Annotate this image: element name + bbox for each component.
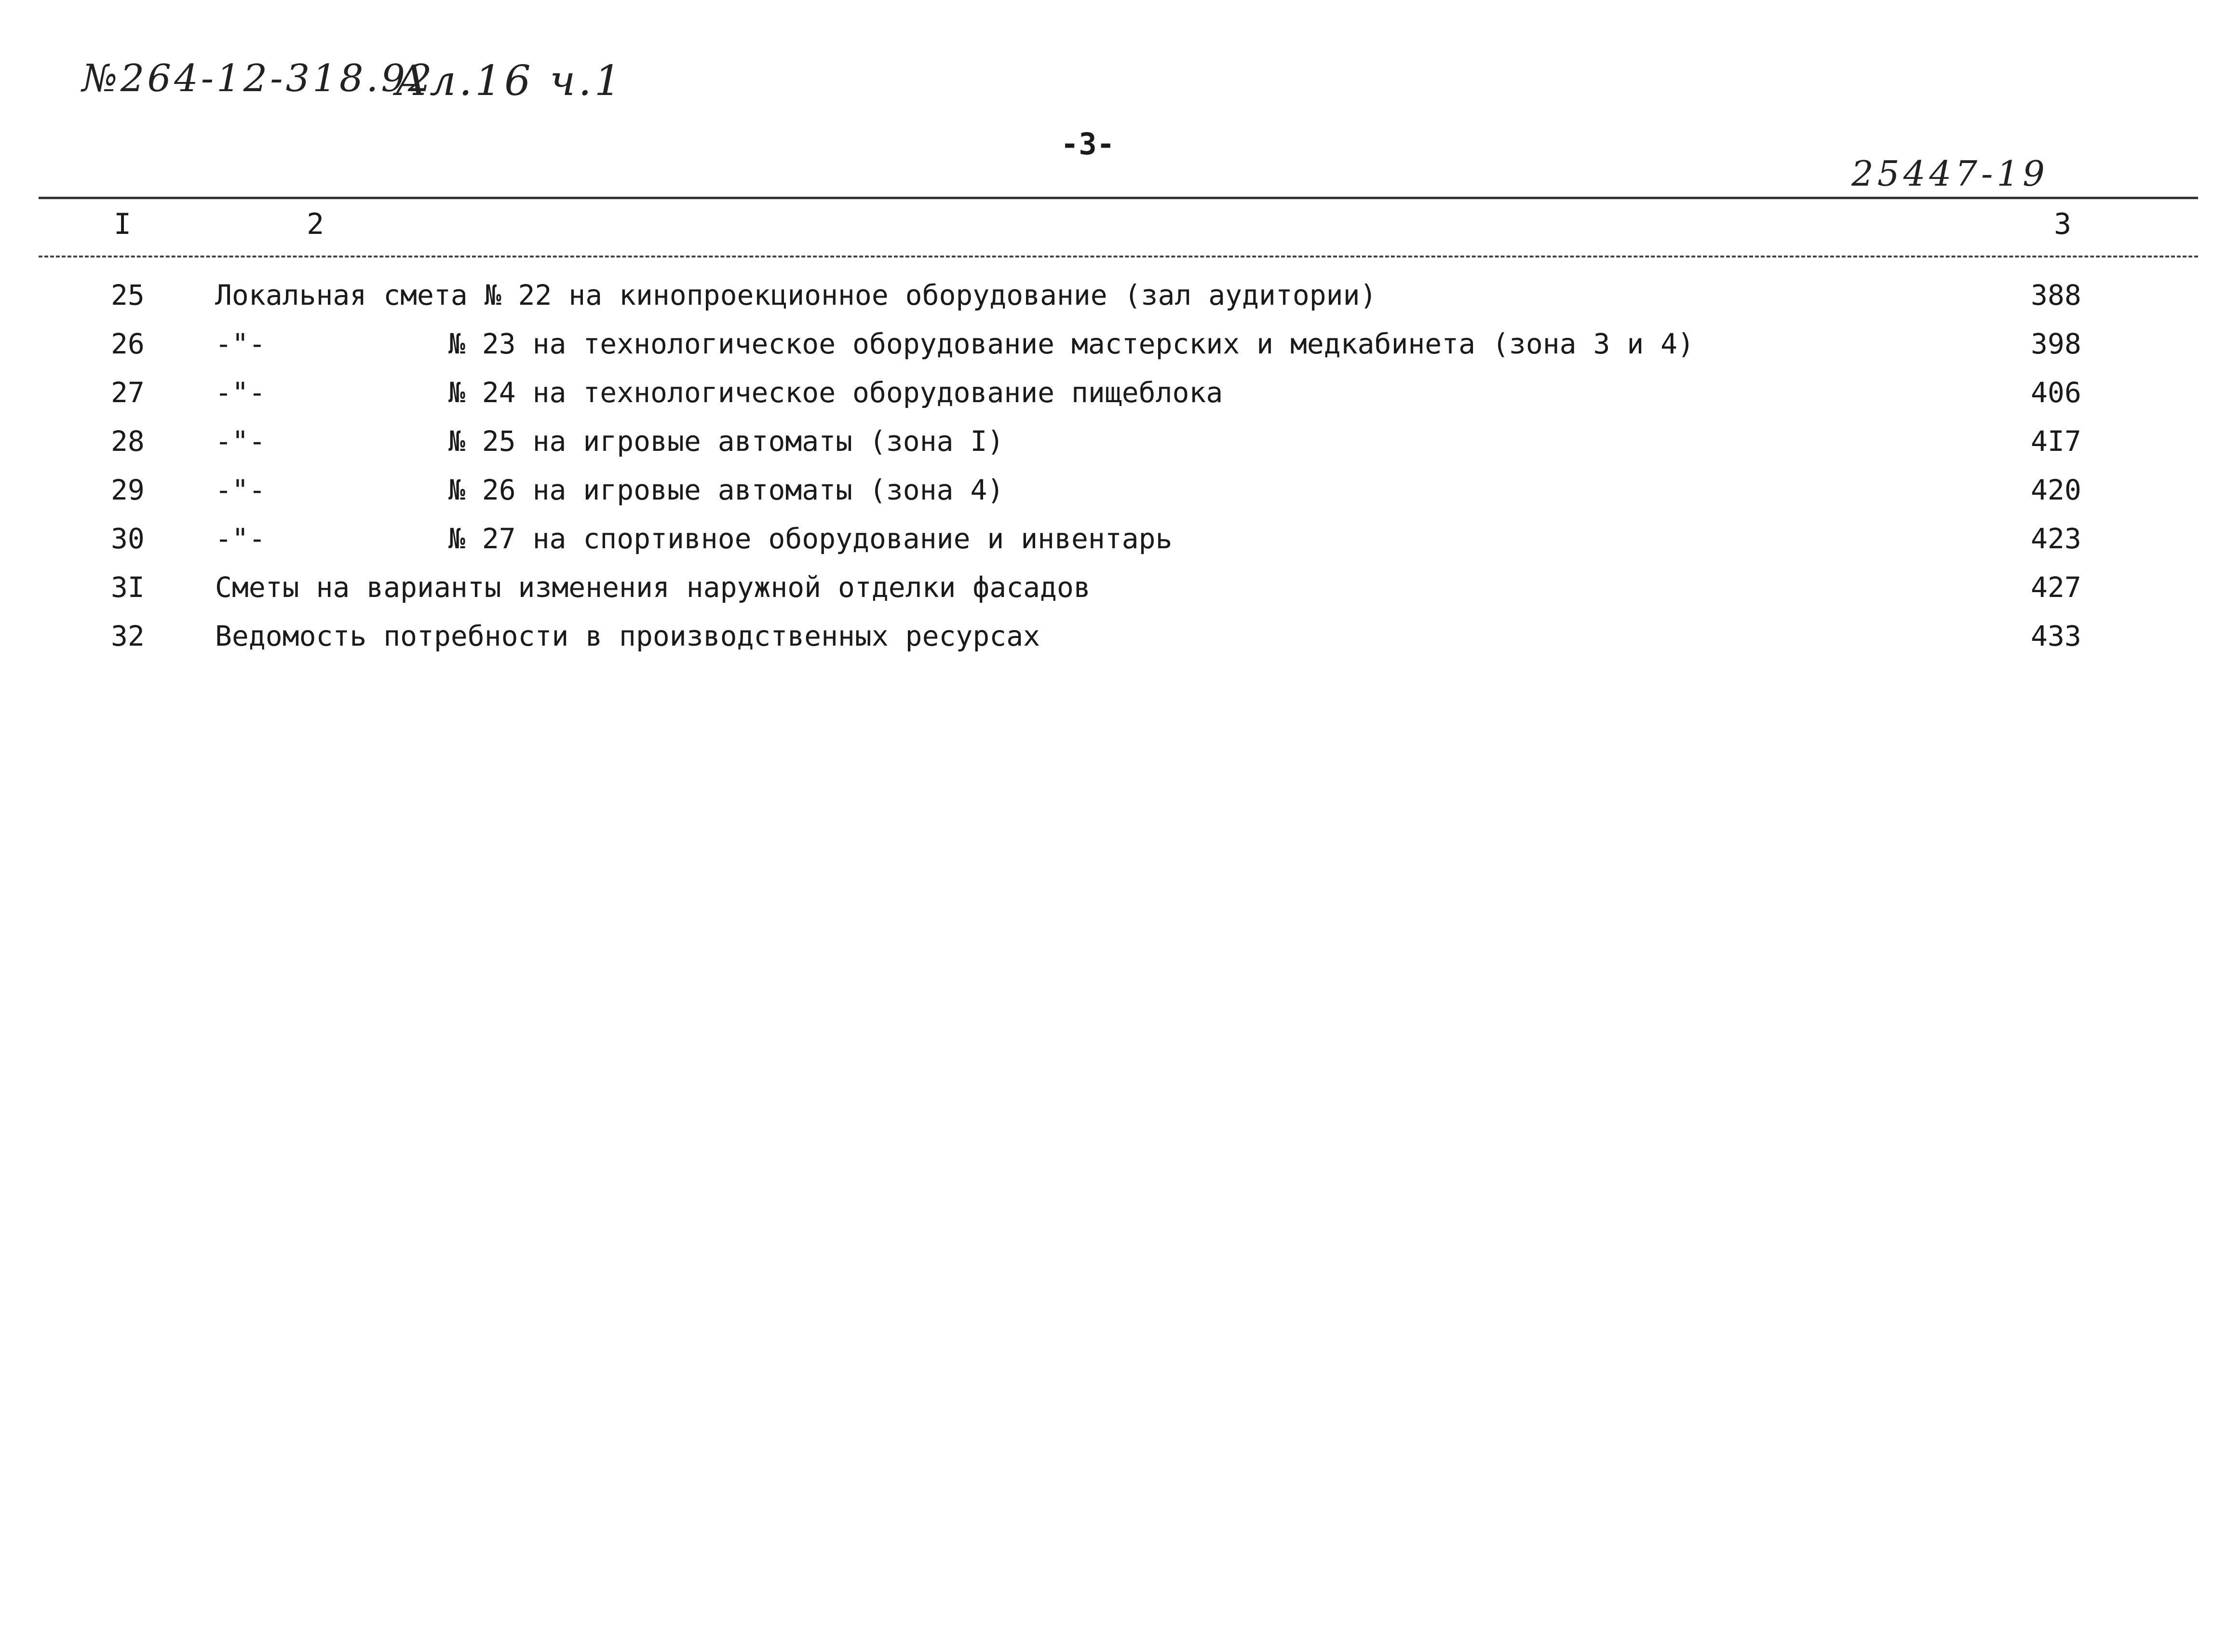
table-header-rule bbox=[39, 256, 2198, 257]
row-title: № 25 на игровые автоматы (зона I) bbox=[448, 425, 1004, 458]
row-page: 398 bbox=[2031, 327, 2081, 360]
row-title: № 23 на технологическое оборудование мастерских и медкабинета (зона 3 и 4) bbox=[448, 327, 1695, 360]
row-page: 433 bbox=[2031, 620, 2081, 652]
row-title: Локальная смета № 22 на кинопроекционное оборудование (зал аудитории) bbox=[215, 279, 1377, 311]
column-header-title: 2 bbox=[307, 207, 324, 241]
row-title: № 27 на спортивное оборудование и инвентарь bbox=[448, 522, 1173, 555]
row-number: 3I bbox=[111, 571, 145, 604]
table-row bbox=[0, 620, 2227, 668]
row-page: 388 bbox=[2031, 279, 2081, 311]
table-of-contents bbox=[0, 279, 2227, 668]
table-row bbox=[0, 327, 2227, 376]
table-row bbox=[0, 279, 2227, 327]
row-page: 4I7 bbox=[2031, 425, 2081, 458]
row-page: 406 bbox=[2031, 376, 2081, 409]
row-number: 29 bbox=[111, 474, 145, 506]
row-ditto-mark: -"- bbox=[215, 327, 266, 360]
row-number: 30 bbox=[111, 522, 145, 555]
row-number: 26 bbox=[111, 327, 145, 360]
row-title: Ведомость потребности в производственных ресурсах bbox=[215, 620, 1040, 652]
row-page: 423 bbox=[2031, 522, 2081, 555]
page-number: -3- bbox=[1061, 126, 1115, 162]
row-page: 420 bbox=[2031, 474, 2081, 506]
row-title: № 24 на технологическое оборудование пищеблока bbox=[448, 376, 1223, 409]
row-number: 28 bbox=[111, 425, 145, 458]
row-ditto-mark: -"- bbox=[215, 425, 266, 458]
row-number: 32 bbox=[111, 620, 145, 652]
table-top-rule bbox=[39, 197, 2198, 199]
row-page: 427 bbox=[2031, 571, 2081, 604]
row-title: Сметы на варианты изменения наружной отделки фасадов bbox=[215, 571, 1091, 604]
row-number: 25 bbox=[111, 279, 145, 311]
table-row bbox=[0, 376, 2227, 425]
table-row bbox=[0, 571, 2227, 620]
album-part-handwritten: Ал.16 ч.1 bbox=[395, 57, 624, 105]
column-header-page: 3 bbox=[2054, 207, 2072, 241]
row-ditto-mark: -"- bbox=[215, 376, 266, 409]
table-row bbox=[0, 474, 2227, 522]
table-row bbox=[0, 522, 2227, 571]
row-ditto-mark: -"- bbox=[215, 474, 266, 506]
column-header-number: I bbox=[114, 207, 132, 241]
inventory-number-handwritten: 25447-19 bbox=[1851, 153, 2049, 194]
row-ditto-mark: -"- bbox=[215, 522, 266, 555]
row-title: № 26 на игровые автоматы (зона 4) bbox=[448, 474, 1004, 506]
table-row bbox=[0, 425, 2227, 474]
row-number: 27 bbox=[111, 376, 145, 409]
document-number-handwritten: №264-12-318.92 bbox=[82, 57, 435, 100]
